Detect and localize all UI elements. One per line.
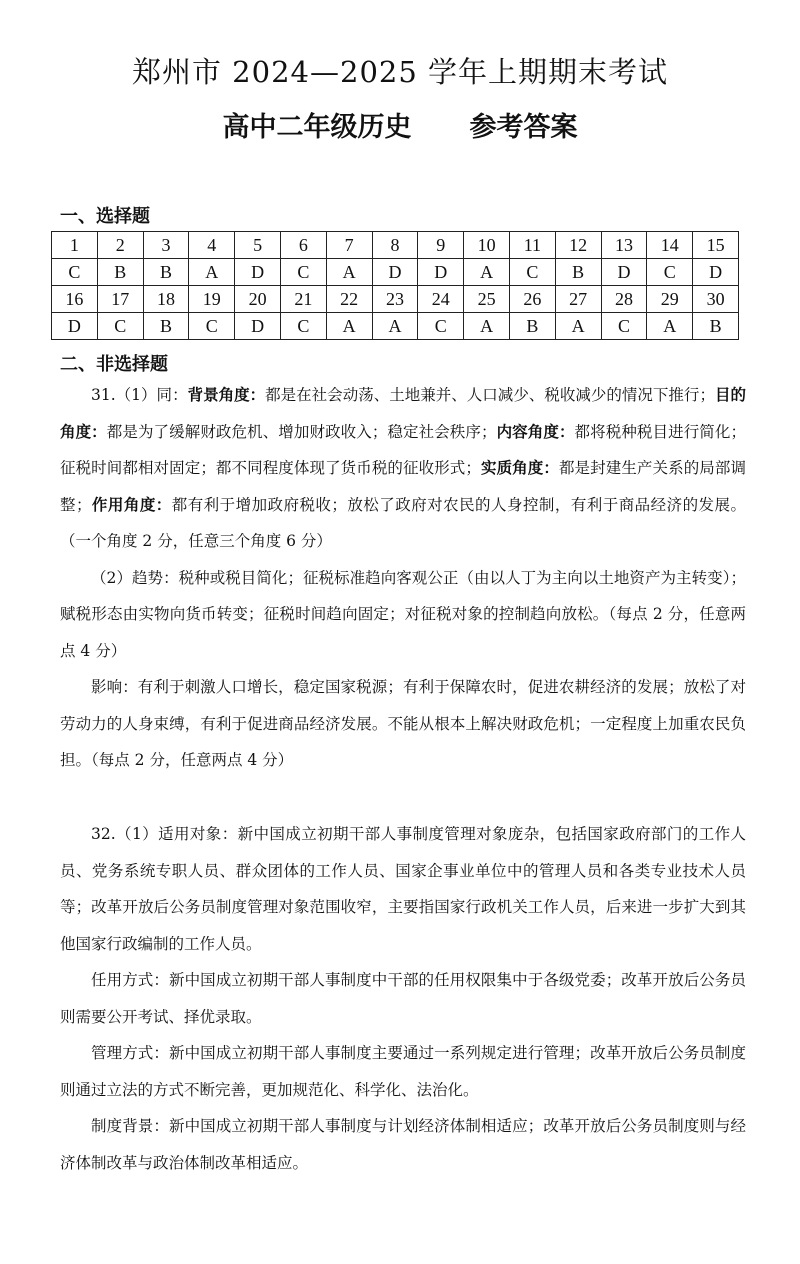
question-number-cell: 4 [189, 232, 235, 259]
question-number-cell: 6 [280, 232, 326, 259]
answer-cell: A [464, 259, 510, 286]
answer-cell: A [464, 313, 510, 340]
question-number-cell: 29 [647, 286, 693, 313]
q31-essence-text: 都是封建生产关系的局部调整； [60, 459, 746, 514]
subtitle-grade-subject: 高中二年级历史 [222, 112, 412, 143]
question-number-cell: 27 [555, 286, 601, 313]
answer-table [51, 231, 739, 340]
answer-cell: D [235, 259, 281, 286]
answer-cell: C [52, 259, 98, 286]
question-number-cell: 7 [326, 232, 372, 259]
question-number-cell: 24 [418, 286, 464, 313]
q31-content-text: 都将税种税目进行简化；征税时间都相对固定；都不同程度体现了货币税的征收形式； [60, 422, 746, 477]
question-number-row [52, 232, 739, 259]
q31-purpose-text: 都是为了缓解财政危机、增加财政收入；稳定社会秩序； [106, 422, 497, 441]
answer-cell: C [97, 313, 143, 340]
answer-cell: C [189, 313, 235, 340]
question-number-row [52, 286, 739, 313]
q32-part1: 32.（1）适用对象：新中国成立初期干部人事制度管理对象庞杂，包括国家政府部门的工作人员、党务系统专职人员、群众团体的工作人员、国家企事业单位中的管理人员和各类专业技术人员等；改革开放后公务员制度管理对象范围收窄，主要指国家行政机关工作人员，后来进一步扩大到其他国家行政编制的工作人员。 [60, 825, 746, 953]
question-number-cell: 12 [555, 232, 601, 259]
keyword-content: 内容角度： [496, 421, 575, 441]
question-number-cell: 15 [693, 232, 739, 259]
answer-cell: A [372, 313, 418, 340]
answer-cell: D [235, 313, 281, 340]
question-number-cell: 2 [97, 232, 143, 259]
answer-cell: C [418, 313, 464, 340]
answer-cell: B [693, 313, 739, 340]
answer-cell: C [280, 313, 326, 340]
question-number-cell: 10 [464, 232, 510, 259]
question-number-cell: 8 [372, 232, 418, 259]
question-number-cell: 25 [464, 286, 510, 313]
answer-cell: C [509, 259, 555, 286]
answer-cell: A [555, 313, 601, 340]
subtitle-answer-key: 参考答案 [469, 112, 578, 143]
q31-background-text: 都是在社会动荡、土地兼并、人口减少、税收减少的情况下推行； [265, 386, 715, 404]
q31-block [60, 377, 746, 779]
answer-cell: A [326, 313, 372, 340]
answer-cell: B [97, 259, 143, 286]
question-number-cell: 30 [693, 286, 739, 313]
q32-background: 制度背景：新中国成立初期干部人事制度与计划经济体制相适应；改革开放后公务员制度则与经济体制改革与政治体制改革相适应。 [60, 1117, 746, 1172]
answer-row [52, 259, 739, 286]
q31-effect-text: 都有利于增加政府税收；放松了政府对农民的人身控制，有利于商品经济的发展。（一个角度 2 分，任意三个角度 6 分） [60, 495, 746, 550]
q32-management: 管理方式：新中国成立初期干部人事制度主要通过一系列规定进行管理；改革开放后公务员制度则通过立法的方式不断完善，更加规范化、科学化、法治化。 [60, 1044, 746, 1099]
answer-cell: A [326, 259, 372, 286]
exam-title: 郑州市 2024—2025 学年上期期末考试 [131, 55, 669, 89]
question-number-cell: 28 [601, 286, 647, 313]
q32-appointment: 任用方式：新中国成立初期干部人事制度中干部的任用权限集中于各级党委；改革开放后公务员则需要公开考试、择优录取。 [60, 971, 746, 1026]
answer-cell: B [555, 259, 601, 286]
answer-cell: C [280, 259, 326, 286]
question-number-cell: 23 [372, 286, 418, 313]
answer-cell: C [601, 313, 647, 340]
answer-cell: D [52, 313, 98, 340]
answer-cell: D [372, 259, 418, 286]
answer-cell: A [647, 313, 693, 340]
question-number-cell: 20 [235, 286, 281, 313]
answer-row [52, 313, 739, 340]
answer-cell: B [143, 313, 189, 340]
keyword-effect: 作用角度： [91, 494, 172, 514]
question-number-cell: 22 [326, 286, 372, 313]
q31-impact: 影响：有利于刺激人口增长，稳定国家税源；有利于保障农时，促进农耕经济的发展；放松了对劳动力的人身束缚，有利于促进商品经济发展。不能从根本上解决财政危机；一定程度上加重农民负担。（每点 2 分，任意两点 4 分） [60, 678, 746, 769]
question-number-cell: 5 [235, 232, 281, 259]
exam-subtitle [0, 108, 800, 148]
keyword-purpose: 目的角度： [60, 385, 746, 441]
answer-cell: D [693, 259, 739, 286]
question-number-cell: 1 [52, 232, 98, 259]
q31-part1-lead: 31.（1）同： [91, 386, 188, 404]
answer-cell: D [601, 259, 647, 286]
q31-part1 [60, 377, 746, 560]
question-number-cell: 21 [280, 286, 326, 313]
question-number-cell: 14 [647, 232, 693, 259]
q31-part2: （2）趋势：税种或税目简化；征税标准趋向客观公正（由以人丁为主向以土地资产为主转变）；赋税形态由实物向货币转变；征税时间趋向固定；对征税对象的控制趋向放松。（每点 2 分，任意两点 4 分） [60, 568, 746, 660]
keyword-background: 背景角度： [187, 385, 266, 404]
answer-cell: C [647, 259, 693, 286]
answer-cell: A [189, 259, 235, 286]
answer-cell: D [418, 259, 464, 286]
question-number-cell: 18 [143, 286, 189, 313]
question-number-cell: 11 [509, 232, 555, 259]
question-number-cell: 9 [418, 232, 464, 259]
q32-block [60, 816, 746, 1181]
answer-cell: B [143, 259, 189, 286]
section-heading-nonchoice: 二、非选择题 [60, 354, 168, 375]
question-number-cell: 13 [601, 232, 647, 259]
question-number-cell: 16 [52, 286, 98, 313]
question-number-cell: 17 [97, 286, 143, 313]
question-number-cell: 3 [143, 232, 189, 259]
section-heading-choice: 一、选择题 [60, 206, 150, 227]
answer-cell: B [509, 313, 555, 340]
question-number-cell: 26 [509, 286, 555, 313]
keyword-essence: 实质角度： [480, 458, 559, 477]
question-number-cell: 19 [189, 286, 235, 313]
